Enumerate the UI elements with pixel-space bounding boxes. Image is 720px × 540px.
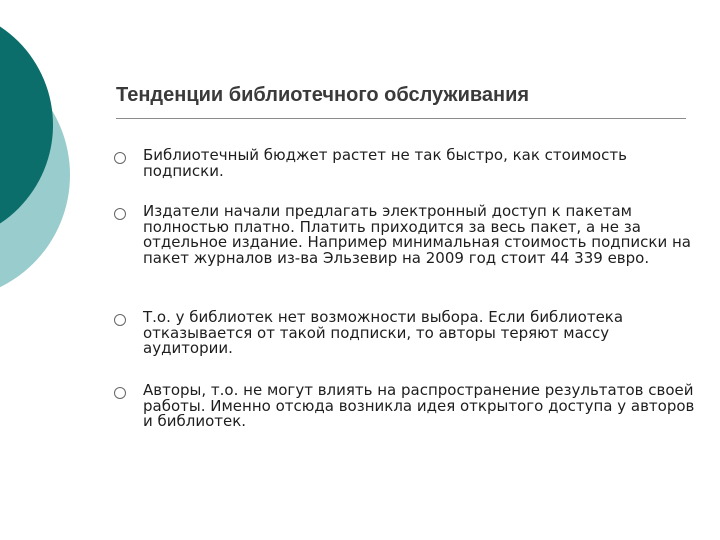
slide-title: Тенденции библиотечного обслуживания — [116, 84, 530, 106]
bullet-text-3: Т.о. у библиотек нет возможности выбора. Если библиотека отказывается от такой подписки, то авторы теряют массу аудитории. — [143, 308, 624, 357]
bullet-icon — [114, 152, 126, 164]
bullet-text-1: Библиотечный бюджет растет не так быстро, как стоимость подписки. — [143, 146, 627, 180]
title-divider — [116, 118, 686, 119]
bullet-icon — [114, 387, 126, 399]
bullet-icon — [114, 314, 126, 326]
bullet-text-4: Авторы, т.о. не могут влиять на распространение результатов своей работы. Именно отсюда возникла идея открытого доступа у авторов и библиотек. — [143, 381, 695, 430]
bullet-icon — [114, 208, 126, 220]
bullet-text-2: Издатели начали предлагать электронный доступ к пакетам полностью платно. Платить приходится за весь пакет, а не за отдельное издание. Например минимальная стоимость подписки на пакет журналов из-ва Эльзевир на 2009 год стоит 44 339 евро. — [143, 202, 691, 267]
